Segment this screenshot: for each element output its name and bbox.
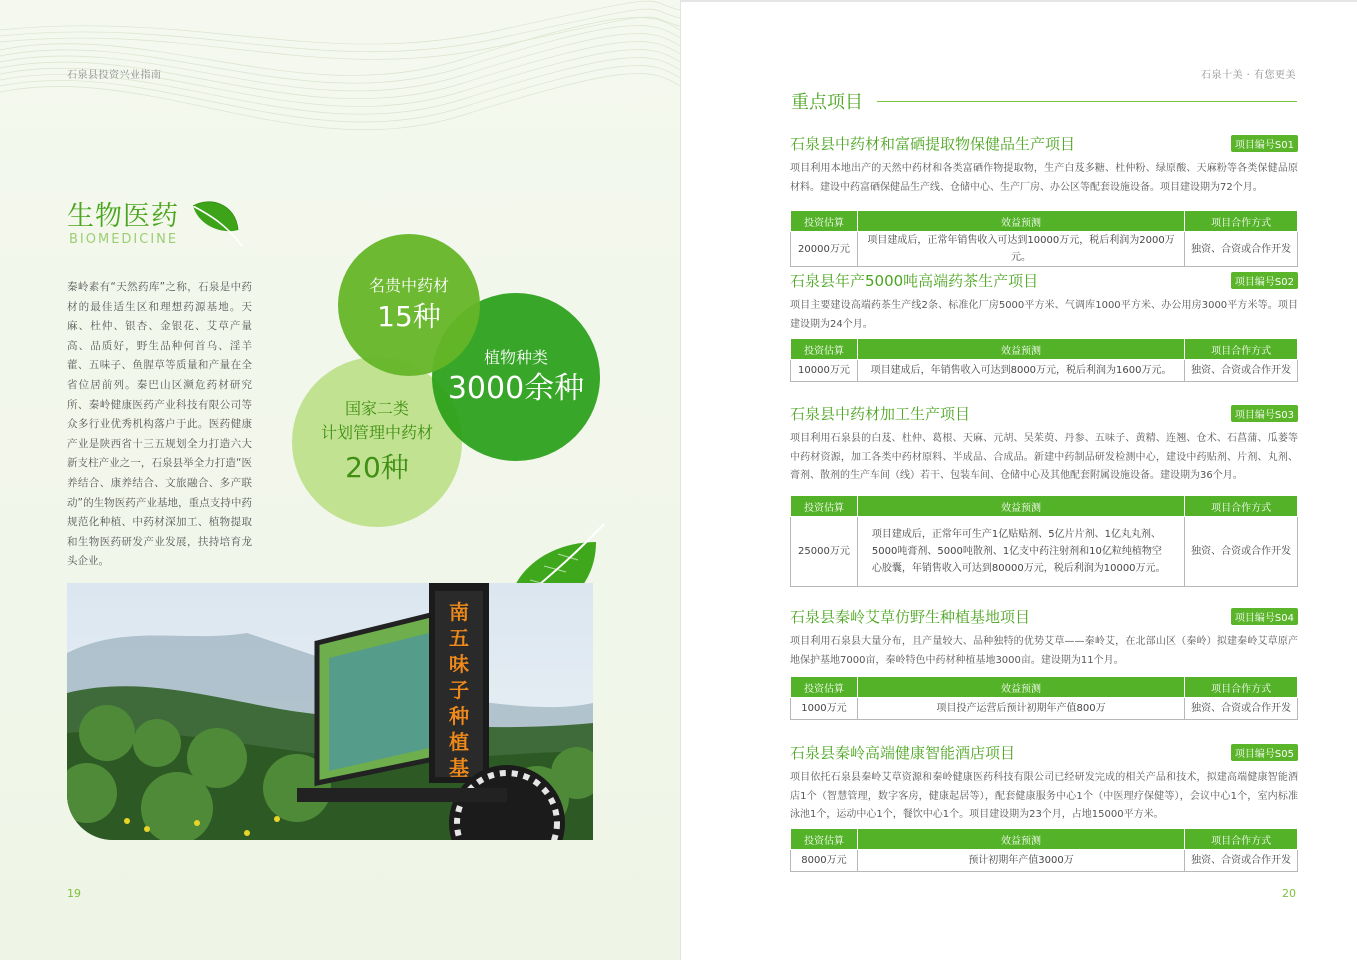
- photo-sign-char: 南: [449, 600, 469, 624]
- cell-benefit: 项目建成后，正常年销售收入可达到10000万元，税后利润为2000万元。: [857, 232, 1184, 267]
- photo-sign-char: 子: [449, 678, 469, 702]
- stat-value: 3000余种: [447, 371, 585, 406]
- cell-benefit: 项目投产运营后预计初期年产值800万: [857, 698, 1184, 720]
- project-name: 石泉县中药材和富硒提取物保健品生产项目: [790, 135, 1076, 153]
- project-description: 项目利用石泉县的白芨、杜仲、葛根、天麻、元胡、吴茱萸、丹参、五味子、黄精、连翘、仓术、石菖蒲、瓜蒌等中药材资源，加工各类中药材原料、半成品、合成品。新建中药制品研发检测中心，建设中药贴剂、片剂、丸剂、膏剂、散剂的生产车间（线）若干、包装车间、仓储中心及其他配套附属设施设备。建设期为36个月。: [790, 433, 1298, 481]
- herb-base-photo: [67, 583, 593, 840]
- leaf-icon: [190, 198, 244, 248]
- project-id-badge: 项目编号S02: [1231, 272, 1298, 289]
- header-benefit: 效益预测: [857, 496, 1184, 517]
- project-name: 石泉县秦岭艾草仿野生种植基地项目: [790, 608, 1031, 626]
- cell-benefit: 预计初期年产值3000万: [857, 850, 1184, 872]
- cell-cooperation: 独资、合资或合作开发: [1185, 850, 1298, 872]
- page-number-right: 20: [1282, 887, 1296, 900]
- header-benefit: 效益预测: [857, 677, 1184, 698]
- header-investment: 投资估算: [791, 677, 858, 698]
- project-s01: [790, 133, 1298, 197]
- stat-circle-precious-herbs: [338, 234, 480, 376]
- cell-investment: 20000万元: [791, 232, 858, 267]
- header-cooperation: 项目合作方式: [1185, 496, 1298, 517]
- project-description: 项目利用本地出产的天然中药材和各类富硒作物提取物，生产白芨多糖、杜仲粉、绿原酸、天麻粉等各类保健品原材料。建设中药富硒保健品生产线、仓储中心、生产厂房、办公区等配套设施设备。项目建设期为72个月。: [790, 163, 1298, 193]
- photo-sign-char: 种: [449, 704, 469, 728]
- page-number-left: 19: [67, 887, 81, 900]
- project-s02: [790, 270, 1298, 334]
- project-name: 石泉县秦岭高端健康智能酒店项目: [790, 744, 1016, 762]
- project-table-s05: [790, 828, 1298, 872]
- stat-value: 20种: [345, 451, 409, 484]
- photo-sign-char: 植: [449, 730, 469, 754]
- project-s03: [790, 403, 1298, 486]
- cell-cooperation: 独资、合资或合作开发: [1185, 360, 1298, 382]
- intro-paragraph: 秦岭素有“天然药库”之称，石泉是中药材的最佳适生区和理想药源基地。天麻、杜仲、银杏、金银花、艾草产量高、品质好，野生品种何首乌、淫羊藿、五味子、鱼腥草等质量和产量在全省位居前列。秦巴山区濒危药材研究所、秦岭健康医药产业科技有限公司等众多行业优秀机构落户于此。医药健康产业是陕西省十三五规划全力打造六大新支柱产业之一，石泉县举全力打造“医养结合、康养结合、文旅融合、多产联动”的生物医药产业基地，重点支持中药规范化种植、中药材深加工、植物提取和生物医药研发产业发展，扶持培育龙头企业。: [67, 281, 252, 568]
- header-investment: 投资估算: [791, 496, 858, 517]
- stat-value: 15种: [377, 300, 441, 333]
- cell-investment: 25000万元: [791, 517, 858, 587]
- project-description: 项目依托石泉县秦岭艾草资源和秦岭健康医药科技有限公司已经研发完成的相关产品和技术，拟建高端健康智能酒店1个（智慧管理，数字客房，健康起居等），配套健康服务中心1个（中医理疗保健等），会议中心1个，室内标准泳池1个，运动中心1个，餐饮中心1个。项目建设期为23个月，占地15000平方米。: [790, 772, 1298, 820]
- decorative-wave-lines: [0, 0, 680, 200]
- header-investment: 投资估算: [791, 211, 858, 232]
- photo-sign-char: 五: [449, 626, 469, 650]
- project-description: 项目主要建设高端药茶生产线2条、标准化厂房5000平方米、气调库1000平方米、办公用房3000平方米等。项目建设期为24个月。: [790, 300, 1298, 330]
- project-s04: [790, 606, 1298, 670]
- project-table-s01: [790, 210, 1298, 267]
- cell-investment: 10000万元: [791, 360, 858, 382]
- cell-benefit: 项目建成后，正常年可生产1亿贴贴剂、5亿片片剂、1亿丸丸剂、5000吨膏剂、5000吨散剂、1亿支中药注射剂和10亿粒纯植物空心胶囊，年销售收入可达到80000万元，税后利润为10000万元。: [857, 517, 1184, 587]
- project-table-s02: [790, 338, 1298, 382]
- header-cooperation: 项目合作方式: [1185, 677, 1298, 698]
- cell-cooperation: 独资、合资或合作开发: [1185, 232, 1298, 267]
- project-id-badge: 项目编号S04: [1231, 608, 1298, 625]
- header-cooperation: 项目合作方式: [1185, 211, 1298, 232]
- section-title: 生物医药: [67, 201, 179, 232]
- header-investment: 投资估算: [791, 339, 858, 360]
- running-head-left: 石泉县投资兴业指南: [67, 70, 162, 81]
- section-subtitle: BIOMEDICINE: [69, 232, 179, 247]
- stat-label: 名贵中药材: [368, 276, 449, 295]
- header-benefit: 效益预测: [857, 829, 1184, 850]
- right-page: [680, 0, 1357, 960]
- key-projects-title: 重点项目: [791, 92, 863, 113]
- stat-label: 植物种类: [483, 348, 548, 367]
- cell-investment: 8000万元: [791, 850, 858, 872]
- project-name: 石泉县中药材加工生产项目: [790, 405, 971, 423]
- project-id-badge: 项目编号S01: [1231, 135, 1298, 152]
- project-id-badge: 项目编号S03: [1231, 405, 1298, 422]
- photo-sign-char: 基: [449, 756, 469, 780]
- header-benefit: 效益预测: [857, 211, 1184, 232]
- cell-cooperation: 独资、合资或合作开发: [1185, 517, 1298, 587]
- project-table-s04: [790, 676, 1298, 720]
- header-cooperation: 项目合作方式: [1185, 339, 1298, 360]
- project-description: 项目利用石泉县大量分布，且产量较大、品种独特的优势艾草——秦岭艾，在北部山区（秦岭）拟建秦岭艾草原产地保护基地7000亩，秦岭特色中药材种植基地3000亩。建设期为11个月。: [790, 636, 1298, 666]
- project-s05: [790, 742, 1298, 825]
- title-divider: [877, 101, 1297, 102]
- stat-label: 国家二类: [344, 399, 409, 418]
- project-table-s03: [790, 495, 1298, 587]
- cell-investment: 1000万元: [791, 698, 858, 720]
- header-benefit: 效益预测: [857, 339, 1184, 360]
- cell-cooperation: 独资、合资或合作开发: [1185, 698, 1298, 720]
- header-cooperation: 项目合作方式: [1185, 829, 1298, 850]
- running-head-right: 石泉十美 · 有您更美: [1200, 70, 1296, 81]
- project-name: 石泉县年产5000吨高端药茶生产项目: [790, 272, 1039, 290]
- project-id-badge: 项目编号S05: [1231, 744, 1298, 761]
- stat-label: 计划管理中药材: [320, 423, 433, 442]
- cell-benefit: 项目建成后，年销售收入可达到8000万元，税后利润为1600万元。: [857, 360, 1184, 382]
- photo-sign-char: 味: [449, 652, 469, 676]
- header-investment: 投资估算: [791, 829, 858, 850]
